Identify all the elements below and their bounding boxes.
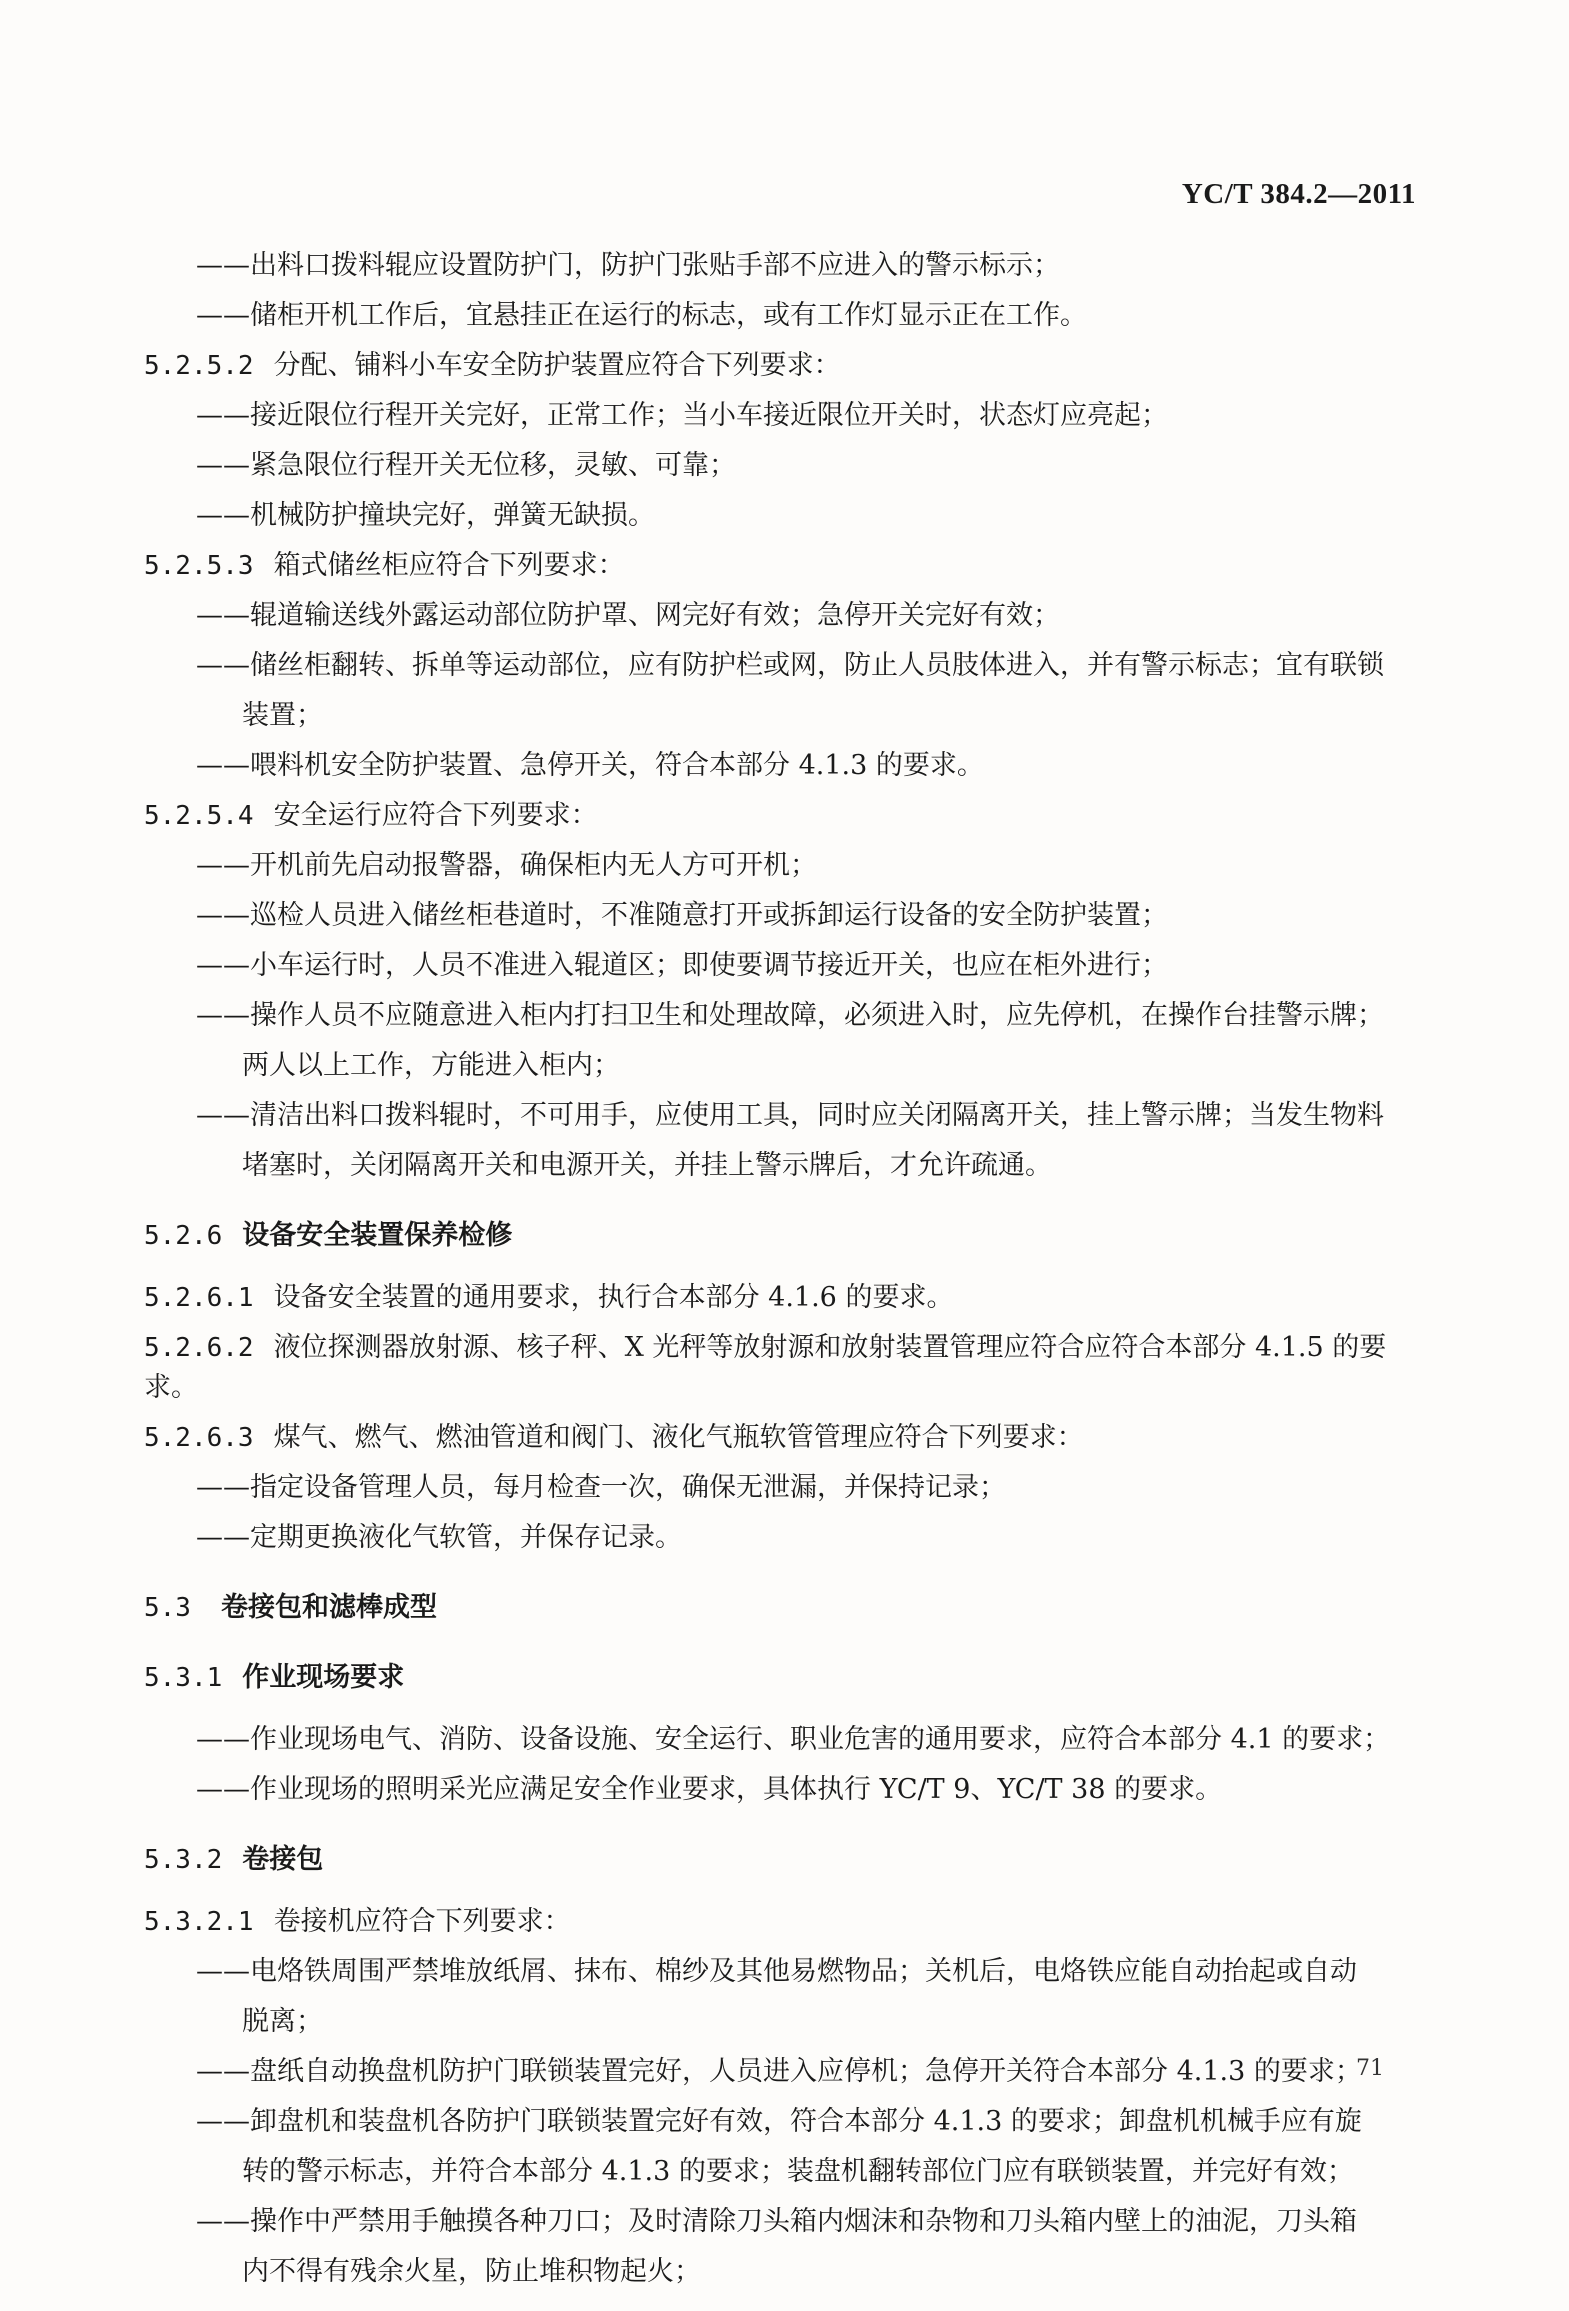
section-number: 5.3.1 <box>144 1663 223 1693</box>
standard-code: YC/T 384.2—2011 <box>1181 178 1416 210</box>
clause-text: 煤气、燃气、燃油管道和阀门、液化气瓶软管管理应符合下列要求： <box>273 1422 1084 1453</box>
list-item-continuation: 脱离； <box>242 2006 323 2037</box>
list-item: ——小车运行时，人员不准进入辊道区；即使要调节接近开关，也应在柜外进行； <box>196 950 1168 981</box>
list-item: ——储柜开机工作后，宜悬挂正在运行的标志，或有工作灯显示正在工作。 <box>196 300 1087 331</box>
clause-text: 液位探测器放射源、核子秤、X 光秤等放射源和放射装置管理应符合应符合本部分 4.1.5 的要求。 <box>144 1332 1387 1403</box>
clause-number: 5.3.2.1 <box>144 1907 254 1937</box>
list-item: ——辊道输送线外露运动部位防护罩、网完好有效；急停开关完好有效； <box>196 600 1060 631</box>
clause-5-2-6-2 <box>144 1328 1414 1408</box>
clause-5-2-5-4 <box>144 796 1414 836</box>
clause-5-3-2-1 <box>144 1902 1414 1942</box>
section-title: 设备安全装置保养检修 <box>242 1220 513 1251</box>
list-item: ——盘纸自动换盘机防护门联锁装置完好，人员进入应停机；急停开关符合本部分 4.1.3 的要求； <box>196 2056 1362 2087</box>
list-item-continuation: 装置； <box>242 700 323 731</box>
clause-number: 5.2.6.1 <box>144 1283 254 1313</box>
list-item: ——开机前先启动报警器，确保柜内无人方可开机； <box>196 850 817 881</box>
list-item: ——操作中严禁用手触摸各种刀口；及时清除刀头箱内烟沫和杂物和刀头箱内壁上的油泥，刀头箱 <box>196 2206 1357 2237</box>
clause-5-2-5-2 <box>144 346 1414 386</box>
section-title: 卷接包 <box>242 1844 324 1875</box>
list-item: ——机械防护撞块完好，弹簧无缺损。 <box>196 500 655 531</box>
clause-text: 设备安全装置的通用要求，执行合本部分 4.1.6 的要求。 <box>273 1282 954 1313</box>
clause-number: 5.2.5.3 <box>144 551 254 581</box>
page-number: 71 <box>1356 2056 1384 2081</box>
list-item: ——出料口拨料辊应设置防护门，防护门张贴手部不应进入的警示标示； <box>196 250 1060 281</box>
section-number: 5.2.6 <box>144 1221 223 1251</box>
list-item: ——作业现场的照明采光应满足安全作业要求，具体执行 YC/T 9、YC/T 38 的要求。 <box>196 1774 1223 1805</box>
list-item: ——清洁出料口拨料辊时，不可用手，应使用工具，同时应关闭隔离开关，挂上警示牌；当发生物料 <box>196 1100 1384 1131</box>
clause-5-2-5-3 <box>144 546 1414 586</box>
clause-5-2-6-3 <box>144 1418 1414 1458</box>
section-heading-5-3-2 <box>144 1840 1414 1880</box>
clause-5-2-6-1 <box>144 1278 1414 1318</box>
list-item: ——巡检人员进入储丝柜巷道时，不准随意打开或拆卸运行设备的安全防护装置； <box>196 900 1168 931</box>
clause-number: 5.2.5.4 <box>144 801 254 831</box>
clause-number: 5.2.6.2 <box>144 1333 254 1363</box>
list-item-continuation: 转的警示标志，并符合本部分 4.1.3 的要求；装盘机翻转部位门应有联锁装置，并完好有效； <box>242 2156 1354 2187</box>
section-number: 5.3 <box>144 1593 191 1623</box>
list-item-continuation: 内不得有残余火星，防止堆积物起火； <box>242 2256 701 2287</box>
clause-text: 分配、铺料小车安全防护装置应符合下列要求： <box>273 350 841 381</box>
section-heading-5-3 <box>144 1588 1414 1628</box>
list-item: ——电烙铁周围严禁堆放纸屑、抹布、棉纱及其他易燃物品；关机后，电烙铁应能自动抬起或自动 <box>196 1956 1357 1987</box>
clause-text: 箱式储丝柜应符合下列要求： <box>273 550 625 581</box>
section-heading-5-2-6 <box>144 1216 1414 1256</box>
clause-text: 卷接机应符合下列要求： <box>273 1906 571 1937</box>
list-item: ——接近限位行程开关完好，正常工作；当小车接近限位开关时，状态灯应亮起； <box>196 400 1168 431</box>
list-item: ——操作人员不应随意进入柜内打扫卫生和处理故障，必须进入时，应先停机，在操作台挂警示牌； <box>196 1000 1384 1031</box>
list-item: ——定期更换液化气软管，并保存记录。 <box>196 1522 682 1553</box>
document-body <box>144 246 1414 2302</box>
section-title: 卷接包和滤棒成型 <box>220 1592 437 1623</box>
list-item: ——指定设备管理人员，每月检查一次，确保无泄漏，并保持记录； <box>196 1472 1006 1503</box>
section-number: 5.3.2 <box>144 1845 223 1875</box>
list-item-continuation: 两人以上工作，方能进入柜内； <box>242 1050 620 1081</box>
list-item: ——作业现场电气、消防、设备设施、安全运行、职业危害的通用要求，应符合本部分 4.1 的要求； <box>196 1724 1391 1755</box>
section-title: 作业现场要求 <box>242 1662 405 1693</box>
list-item: ——喂料机安全防护装置、急停开关，符合本部分 4.1.3 的要求。 <box>196 750 984 781</box>
clause-number: 5.2.6.3 <box>144 1423 254 1453</box>
clause-number: 5.2.5.2 <box>144 351 254 381</box>
list-item: ——储丝柜翻转、拆单等运动部位，应有防护栏或网，防止人员肢体进入，并有警示标志；宜有联锁 <box>196 650 1384 681</box>
list-item-continuation: 堵塞时，关闭隔离开关和电源开关，并挂上警示牌后，才允许疏通。 <box>242 1150 1052 1181</box>
list-item: ——卸盘机和装盘机各防护门联锁装置完好有效，符合本部分 4.1.3 的要求；卸盘机机械手应有旋 <box>196 2106 1362 2137</box>
section-heading-5-3-1 <box>144 1658 1414 1698</box>
clause-text: 安全运行应符合下列要求： <box>273 800 598 831</box>
list-item: ——紧急限位行程开关无位移，灵敏、可靠； <box>196 450 736 481</box>
